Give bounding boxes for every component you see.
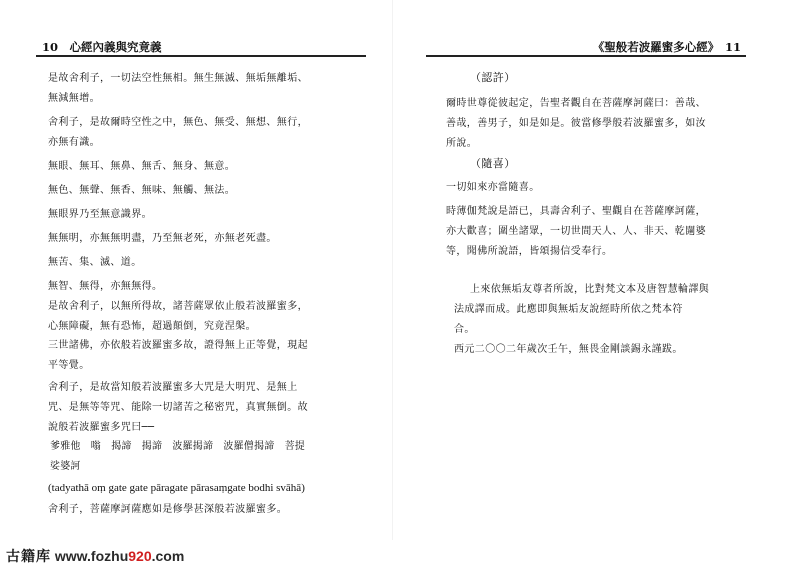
body-line: 是故舍利子，一切法空性無相。無生無滅、無垢無離垢、 [48, 73, 308, 84]
approval-block [446, 94, 706, 154]
left-page-header: 10 心經內義與究竟義 [42, 40, 162, 54]
watermark-url-number: 920 [128, 548, 152, 564]
mantra-line: 爹雅他 嗡 揭諦 揭諦 波羅揭諦 波羅僧揭諦 菩提 [50, 441, 305, 452]
body-line: 所說。 [446, 138, 478, 149]
body-line: 是故舍利子，以無所得故，諸菩薩眾依止般若波羅蜜多， [48, 301, 308, 312]
body-line: 舍利子，是故爾時空性之中，無色、無受、無想、無行， [48, 117, 308, 128]
left-body-line: 無眼界乃至無意識界。 [48, 209, 152, 220]
body-line: 無減無增。 [48, 93, 100, 104]
left-body-block-5 [48, 378, 308, 438]
colophon-line: 法成譯而成。此應即與無垢友說經時所依之梵本符 [454, 304, 683, 315]
left-body-line: 無苦、集、滅、道。 [48, 257, 142, 268]
rejoice-block [446, 202, 706, 262]
right-page [398, 0, 793, 540]
body-line: 舍利子，是故當知般若波羅蜜多大咒是大明咒、是無上 [48, 382, 298, 393]
site-watermark [6, 546, 184, 566]
body-line: 咒、是無等等咒、能除一切諸苦之秘密咒，真實無倒。故 [48, 402, 308, 413]
body-line: 心無障礙，無有恐怖，超過顛倒，究竟涅槃。 [48, 321, 256, 332]
colophon-line: 合。 [454, 324, 475, 335]
book-gutter [392, 0, 393, 540]
left-body-line: 無智、無得，亦無無得。 [48, 281, 163, 292]
left-body-line: 無色、無聲、無香、無味、無觸、無法。 [48, 185, 236, 196]
left-body-block-1 [48, 69, 308, 109]
body-line: 等，聞佛所說語，皆頌揚信受奉行。 [446, 246, 613, 257]
rejoice-line: 一切如來亦當隨喜。 [446, 182, 540, 193]
colophon-line: 上來依無垢友尊者所說，比對梵文本及唐智慧輪譯與 [470, 284, 710, 295]
watermark-url-prefix: www.fozhu [54, 548, 129, 564]
mantra-romanization: (tadyathā oṃ gate gate pāragate pārasaṃgate bodhi svāhā) [48, 482, 305, 494]
left-body-block-3 [48, 297, 308, 337]
left-header-rule [36, 55, 366, 57]
left-body-block-2 [48, 113, 308, 153]
left-body-line: 無眼、無耳、無鼻、無舌、無身、無意。 [48, 161, 236, 172]
body-line: 時薄伽梵說是語已，具壽舍利子、聖觀自在菩薩摩訶薩， [446, 206, 706, 217]
body-line: 平等覺。 [48, 360, 90, 371]
right-header-rule [426, 55, 746, 57]
colophon-block [454, 280, 710, 360]
section-heading-rejoice: （隨喜） [470, 157, 516, 170]
watermark-url-suffix: .com [151, 548, 185, 564]
watermark-name: 古籍库 [6, 548, 51, 564]
section-heading-approval: （認許） [470, 71, 516, 84]
body-line: 亦無有識。 [48, 137, 100, 148]
body-line: 善哉，善男子，如是如是。彼當修學般若波羅蜜多，如汝 [446, 118, 706, 129]
body-line: 爾時世尊從彼起定，告聖者觀自在菩薩摩訶薩曰：善哉、 [446, 98, 706, 109]
left-body-line: 無無明，亦無無明盡，乃至無老死，亦無老死盡。 [48, 233, 277, 244]
left-page [0, 0, 396, 540]
colophon-line: 西元二〇〇二年歲次壬午，無畏金剛談錫永謹跋。 [454, 344, 683, 355]
body-line: 亦大歡喜；圍坐諸眾，一切世間天人、人、非天、乾闥婆 [446, 226, 706, 237]
left-body-block-4 [48, 336, 308, 376]
body-line: 說般若波羅蜜多咒曰── [48, 422, 155, 433]
right-page-header: 《聖般若波羅蜜多心經》 11 [592, 40, 741, 54]
body-line: 三世諸佛，亦依般若波羅蜜多故，證得無上正等覺，現起 [48, 340, 308, 351]
mantra-block [50, 437, 305, 477]
watermark-bar [0, 540, 793, 569]
left-body-line: 舍利子，菩薩摩訶薩應如是修學甚深般若波羅蜜多。 [48, 504, 288, 515]
mantra-line: 娑婆訶 [50, 461, 81, 472]
